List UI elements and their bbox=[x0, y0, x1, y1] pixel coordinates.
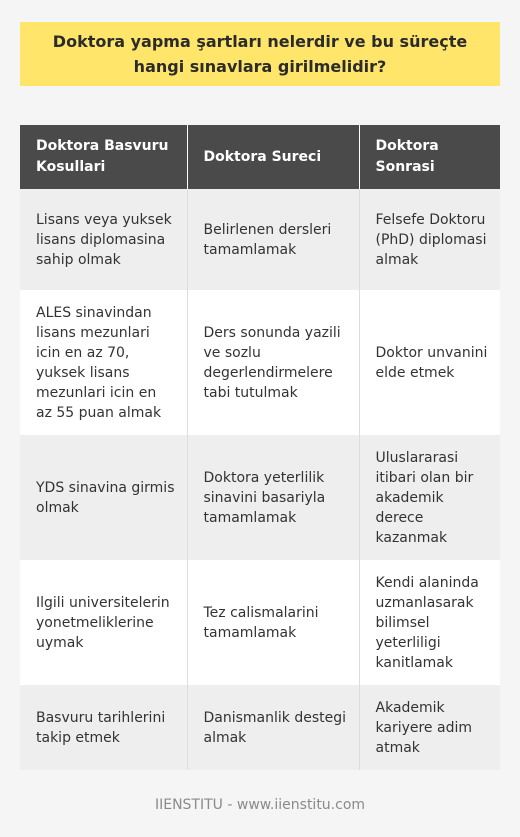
table-cell: Danismanlik destegi almak bbox=[187, 685, 359, 770]
table-row bbox=[20, 435, 500, 560]
table-cell: Belirlenen dersleri tamamlamak bbox=[187, 189, 359, 290]
footer-credit: IIENSTITU - www.iienstitu.com bbox=[154, 797, 366, 813]
table-cell: ALES sinavindan lisans mezunlari icin en az 70, yuksek lisans mezunlari icin en az 55 puan almak bbox=[20, 290, 187, 435]
page-title: Doktora yapma şartları nelerdir ve bu süreçte hangi sınavlara girilmelidir? bbox=[52, 32, 468, 76]
table-cell: Ilgili universitelerin yonetmeliklerine uymak bbox=[20, 560, 187, 685]
table-cell: Tez calismalarini tamamlamak bbox=[187, 560, 359, 685]
table-cell: Basvuru tarihlerini takip etmek bbox=[20, 685, 187, 770]
table-header-row bbox=[20, 125, 500, 189]
table-cell: Felsefe Doktoru (PhD) diplomasi almak bbox=[359, 189, 500, 290]
table-cell: Lisans veya yuksek lisans diplomasina sahip olmak bbox=[20, 189, 187, 290]
column-header: Doktora Sureci bbox=[187, 125, 359, 189]
table-cell: Akademik kariyere adim atmak bbox=[359, 685, 500, 770]
table-cell: Doktor unvanini elde etmek bbox=[359, 290, 500, 435]
table-row bbox=[20, 685, 500, 770]
table-cell: Ders sonunda yazili ve sozlu degerlendirmelere tabi tutulmak bbox=[187, 290, 359, 435]
column-header: Doktora Basvuru Kosullari bbox=[20, 125, 187, 189]
table-row bbox=[20, 189, 500, 290]
comparison-table bbox=[20, 125, 500, 770]
title-banner bbox=[20, 22, 500, 86]
table-cell: Kendi alaninda uzmanlasarak bilimsel yeterliligi kanitlamak bbox=[359, 560, 500, 685]
table-cell: Doktora yeterlilik sinavini basariyla tamamlamak bbox=[187, 435, 359, 560]
table-cell: YDS sinavina girmis olmak bbox=[20, 435, 187, 560]
table-cell: Uluslararasi itibari olan bir akademik derece kazanmak bbox=[359, 435, 500, 560]
column-header: Doktora Sonrasi bbox=[359, 125, 500, 189]
table-row bbox=[20, 290, 500, 435]
table-row bbox=[20, 560, 500, 685]
